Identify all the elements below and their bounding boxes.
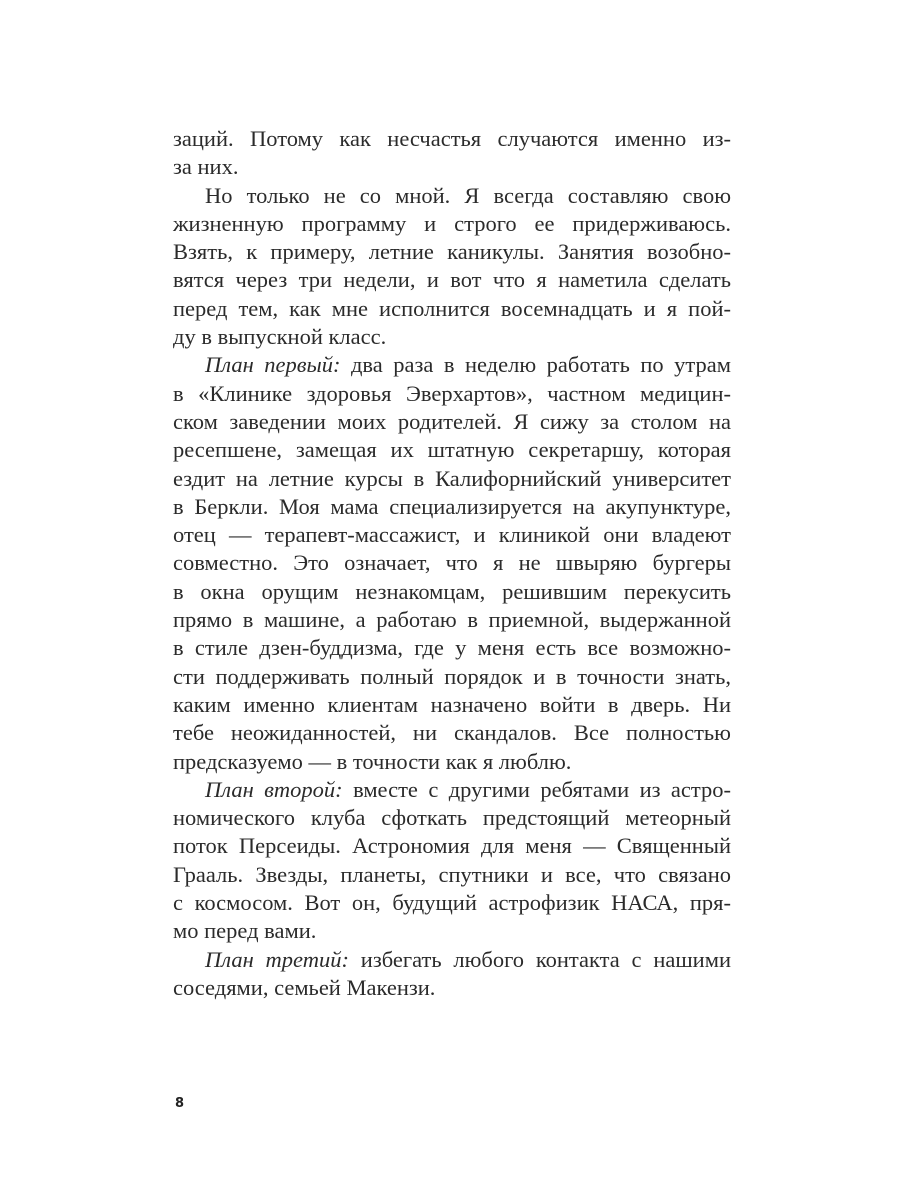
- line-text: ском заведении моих родителей. Я сижу за столом на: [173, 408, 731, 434]
- line-text: отец — терапевт-массажист, и клиникой они владеют: [173, 522, 731, 548]
- text-line: [173, 748, 731, 776]
- line-text: два раза в неделю работать по утрам: [340, 352, 731, 378]
- line-text: в «Клинике здоровья Эверхартов», частном медицин-: [173, 380, 731, 406]
- line-text: Но только не со мной. Я всегда составляю свою: [205, 182, 731, 208]
- text-line: [173, 153, 731, 181]
- line-text: жизненную программу и строго ее придерживаюсь.: [173, 210, 731, 236]
- line-text: прямо в машине, а работаю в приемной, выдержанной: [173, 607, 731, 633]
- line-text: ресепшене, замещая их штатную секретаршу, которая: [173, 437, 731, 463]
- line-text: заций. Потому как несчастья случаются именно из-: [173, 126, 731, 151]
- line-text: мо перед вами.: [173, 918, 317, 944]
- text-line: [173, 663, 731, 691]
- line-text: в стиле дзен-буддизма, где у меня есть все возможно-: [173, 635, 731, 661]
- text-line: [173, 521, 731, 549]
- text-line: [173, 889, 731, 917]
- line-text: перед тем, как мне исполнится восемнадцать и я пой-: [173, 295, 731, 321]
- paragraph: [173, 776, 731, 946]
- line-text: вятся через три недели, и вот что я наметила сделать: [173, 267, 731, 293]
- line-text: поток Персеиды. Астрономия для меня — Священный: [173, 833, 731, 859]
- body-text: [173, 125, 731, 1002]
- text-line: [173, 776, 731, 804]
- line-text: с космосом. Вот он, будущий астрофизик НАСА, пря-: [173, 890, 731, 916]
- text-line: [173, 408, 731, 436]
- line-text: вместе с другими ребятами из астро-: [342, 776, 731, 802]
- text-line: [173, 380, 731, 408]
- page-number: 8: [175, 1096, 185, 1111]
- text-line: [173, 182, 731, 210]
- text-line: [173, 917, 731, 945]
- line-text: совместно. Это означает, что я не швыряю бургеры: [173, 550, 731, 576]
- line-text: каким именно клиентам назначено войти в дверь. Ни: [173, 691, 731, 717]
- text-line: [173, 266, 731, 294]
- text-line: [173, 974, 731, 1002]
- plan-lead: План второй:: [205, 776, 343, 802]
- paragraph: [173, 946, 731, 1003]
- paragraph: [173, 125, 731, 182]
- text-line: [173, 493, 731, 521]
- text-line: [173, 125, 731, 153]
- line-text: избегать любого контакта с нашими: [348, 946, 731, 972]
- paragraph: [173, 351, 731, 775]
- text-line: [173, 465, 731, 493]
- line-text: ездит на летние курсы в Калифорнийский университет: [173, 465, 731, 491]
- line-text: Грааль. Звезды, планеты, спутники и все, что связано: [173, 861, 731, 887]
- text-line: [173, 946, 731, 974]
- text-line: [173, 549, 731, 577]
- line-text: соседями, семьей Макензи.: [173, 974, 436, 1000]
- text-line: [173, 804, 731, 832]
- line-text: в окна орущим незнакомцам, решившим перекусить: [173, 578, 731, 604]
- text-line: [173, 606, 731, 634]
- line-text: Взять, к примеру, летние каникулы. Занятия возобно-: [173, 239, 731, 265]
- text-line: [173, 210, 731, 238]
- text-line: [173, 719, 731, 747]
- text-line: [173, 832, 731, 860]
- text-line: [173, 323, 731, 351]
- text-line: [173, 691, 731, 719]
- line-text: в Беркли. Моя мама специализируется на акупунктуре,: [173, 493, 731, 519]
- text-line: [173, 578, 731, 606]
- text-line: [173, 436, 731, 464]
- plan-lead: План третий:: [205, 946, 349, 972]
- text-line: [173, 861, 731, 889]
- text-line: [173, 295, 731, 323]
- line-text: сти поддерживать полный порядок и в точности знать,: [173, 663, 731, 689]
- line-text: ду в выпускной класс.: [173, 324, 387, 350]
- text-line: [173, 351, 731, 379]
- line-text: тебе неожиданностей, ни скандалов. Все полностью: [173, 720, 731, 746]
- paragraph: [173, 182, 731, 352]
- line-text: предсказуемо — в точности как я люблю.: [173, 748, 572, 774]
- line-text: номического клуба сфоткать предстоящий метеорный: [173, 805, 731, 831]
- line-text: за них.: [173, 154, 239, 180]
- text-line: [173, 238, 731, 266]
- text-line: [173, 634, 731, 662]
- plan-lead: План первый:: [205, 352, 341, 378]
